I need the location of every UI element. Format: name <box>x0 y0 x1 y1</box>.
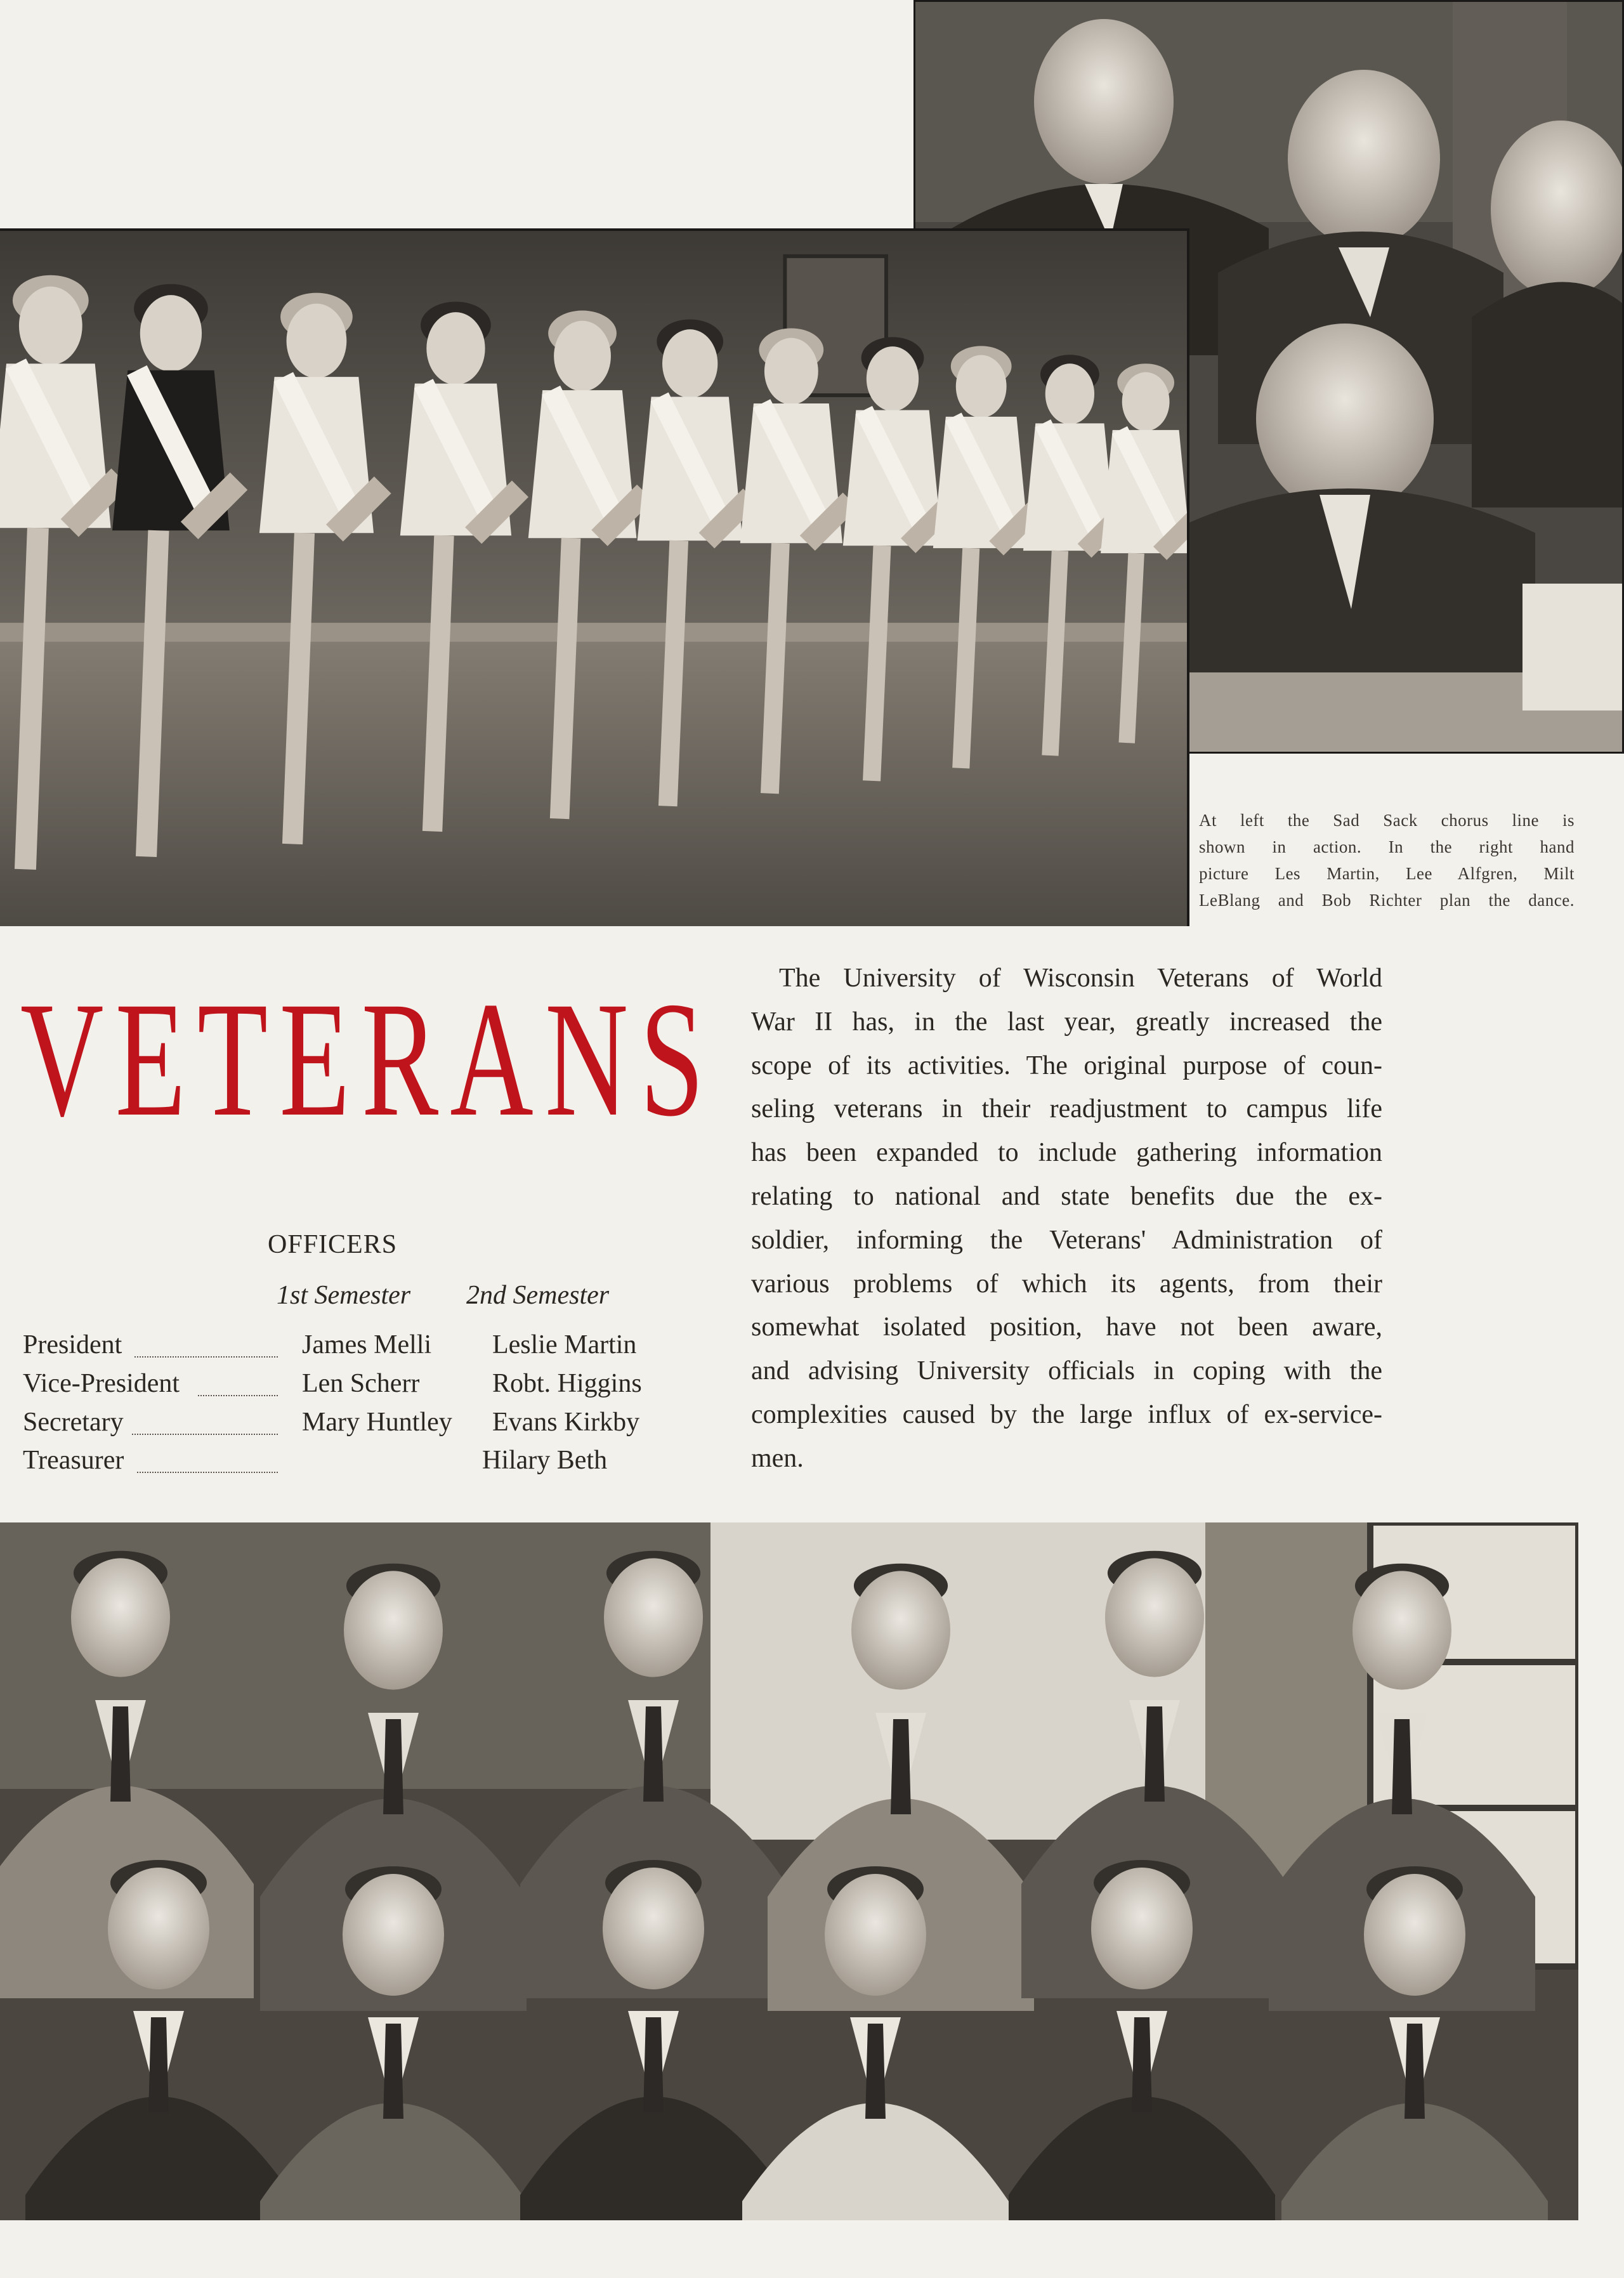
caption-line: shown in action. In the right hand <box>1199 837 1575 856</box>
officer-role: Secretary <box>23 1408 124 1437</box>
officer-row-secretary <box>23 1407 670 1445</box>
body-line: War II has, in the last year, greatly increased the <box>751 1007 1382 1037</box>
leader-dots <box>134 1355 278 1358</box>
body-line: and advising University officials in coping with the <box>751 1356 1382 1386</box>
body-line: The University of Wisconsin Veterans of World <box>779 964 1382 993</box>
body-line: relating to national and state benefits due the ex- <box>751 1181 1382 1211</box>
body-line: soldier, informing the Veterans' Administration of <box>751 1225 1382 1255</box>
body-line: men. <box>751 1443 804 1473</box>
officer-first-semester: Len Scherr <box>302 1369 420 1398</box>
officer-first-semester: James Melli <box>302 1330 432 1359</box>
leader-dots <box>132 1432 278 1435</box>
leader-dots <box>198 1394 278 1396</box>
officer-second-semester: Evans Kirkby <box>492 1408 640 1437</box>
body-line: has been expanded to include gathering information <box>751 1138 1382 1168</box>
officer-role: President <box>23 1330 122 1359</box>
body-line: somewhat isolated position, have not been aware, <box>751 1312 1382 1342</box>
caption-line: At left the Sad Sack chorus line is <box>1199 811 1575 830</box>
body-line: seling veterans in their readjustment to campus life <box>751 1094 1382 1124</box>
officer-row-treasurer <box>23 1445 670 1483</box>
caption-line: picture Les Martin, Lee Alfgren, Milt <box>1199 864 1575 883</box>
photo-caption <box>1199 807 1575 913</box>
leader-dots <box>137 1470 278 1473</box>
officers-heading: OFFICERS <box>268 1230 398 1259</box>
officer-second-semester: Hilary Beth <box>482 1446 608 1475</box>
group-photo <box>0 1522 1578 2220</box>
second-semester-heading: 2nd Semester <box>466 1281 610 1310</box>
officer-role: Vice-President <box>23 1369 180 1398</box>
body-line: complexities caused by the large influx of ex-service- <box>751 1399 1382 1429</box>
group-photo-image <box>0 1522 1578 2220</box>
page-title: VETERANS <box>20 968 716 1151</box>
body-line: various problems of which its agents, from their <box>751 1269 1382 1299</box>
caption-line: LeBlang and Bob Richter plan the dance. <box>1199 891 1575 910</box>
officer-row-president <box>23 1330 670 1368</box>
officer-first-semester: Mary Huntley <box>302 1408 452 1437</box>
chorus-line-photo <box>0 228 1189 926</box>
first-semester-heading: 1st Semester <box>277 1281 411 1310</box>
officer-second-semester: Leslie Martin <box>492 1330 637 1359</box>
body-line: scope of its activities. The original purpose of coun- <box>751 1051 1382 1080</box>
body-paragraph <box>751 957 1382 1481</box>
officer-second-semester: Robt. Higgins <box>492 1369 642 1398</box>
officer-row-vice-president <box>23 1368 670 1406</box>
chorus-line-image <box>0 231 1187 926</box>
officer-role: Treasurer <box>23 1446 124 1475</box>
